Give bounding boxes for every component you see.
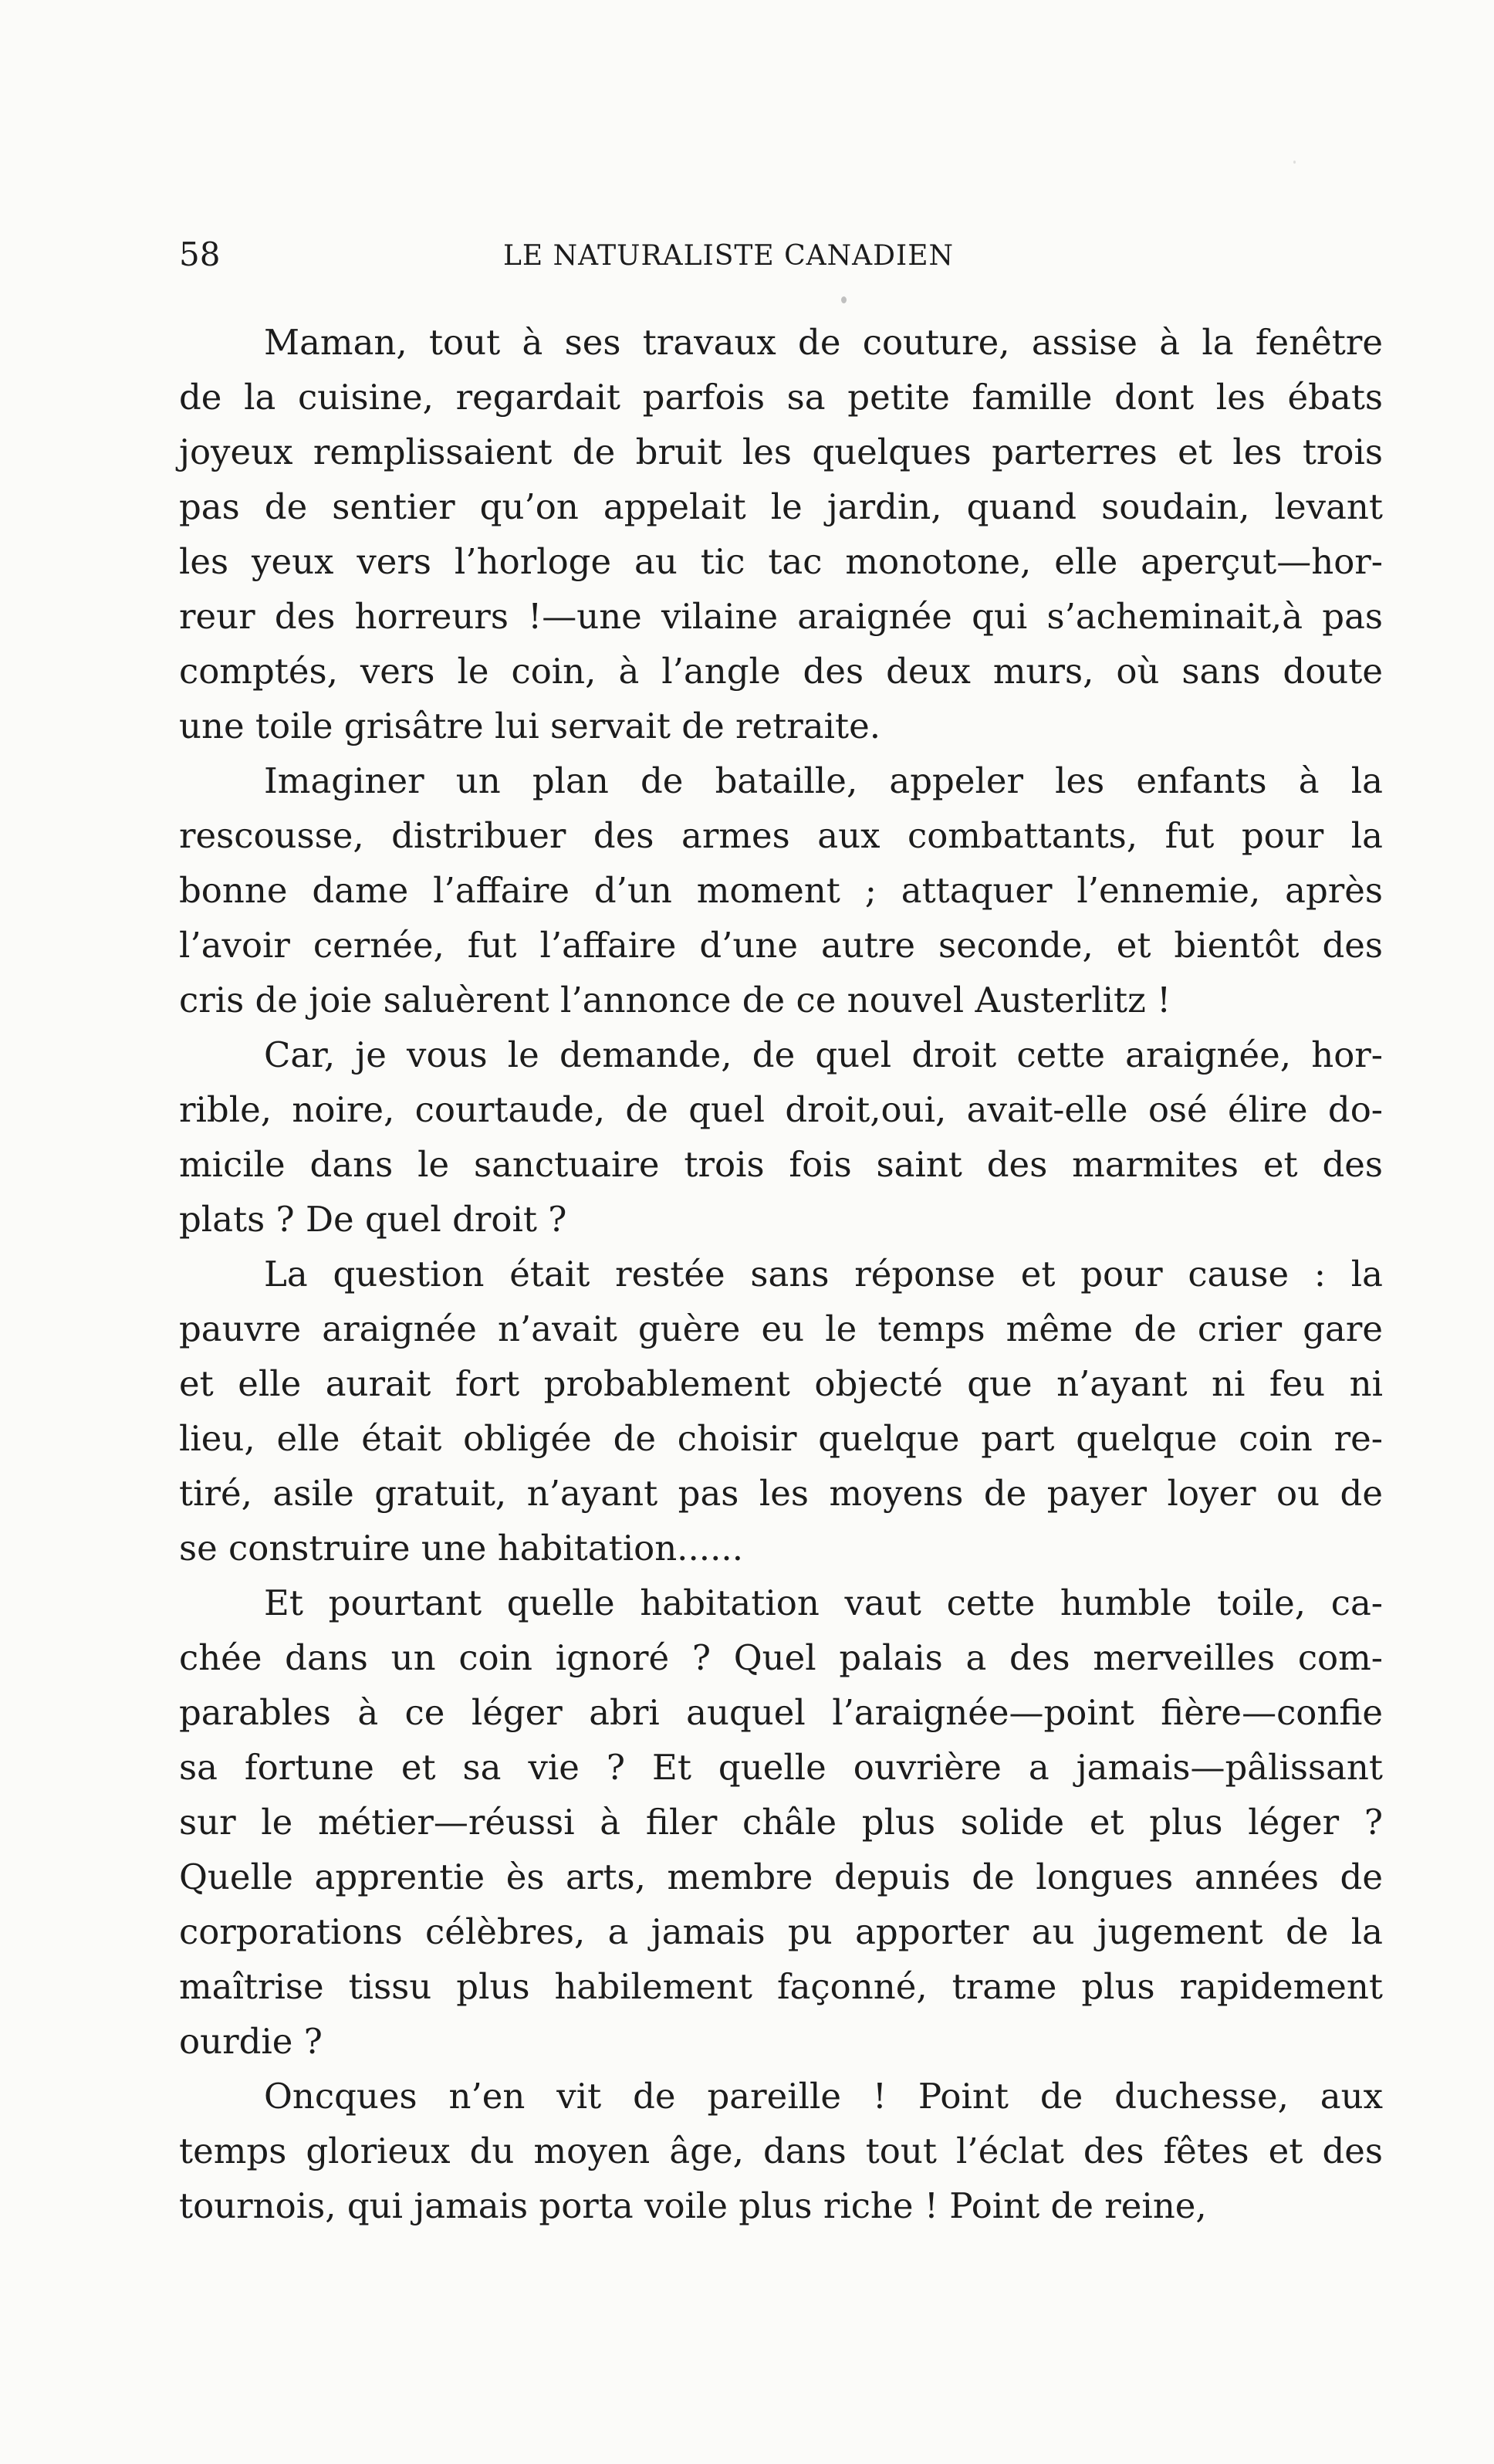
text-line: les yeux vers l’horloge au tic tac monotone, elle aperçut—hor-	[179, 541, 1383, 582]
text-line: pauvre araignée n’avait guère eu le temps même de crier gare	[179, 1308, 1383, 1349]
text-line: rescousse, distribuer des armes aux combattants, fut pour la	[179, 815, 1383, 856]
text-line: maîtrise tissu plus habilement façonné, trame plus rapidement	[179, 1966, 1383, 2007]
page-number: 58	[179, 235, 221, 273]
text-line: temps glorieux du moyen âge, dans tout l’éclat des fêtes et des	[179, 2131, 1383, 2171]
text-line: de la cuisine, regardait parfois sa petite famille dont les ébats	[179, 377, 1383, 418]
text-line: Et pourtant quelle habitation vaut cette humble toile, ca-	[264, 1582, 1383, 1623]
text-line: Oncques n’en vit de pareille ! Point de duchesse, aux	[264, 2076, 1383, 2117]
text-line: tournois, qui jamais porta voile plus riche ! Point de reine,	[179, 2185, 1207, 2226]
text-line: Maman, tout à ses travaux de couture, assise à la fenêtre	[264, 322, 1383, 363]
page-header	[179, 232, 1383, 278]
text-line: chée dans un coin ignoré ? Quel palais a des merveilles com-	[179, 1637, 1383, 1678]
text-line: et elle aurait fort probablement objecté que n’ayant ni feu ni	[179, 1363, 1383, 1404]
text-line: Imaginer un plan de bataille, appeler les enfants à la	[264, 760, 1383, 801]
paragraph	[179, 1027, 1383, 1247]
text-line: corporations célèbres, a jamais pu apporter au jugement de la	[179, 1911, 1383, 1952]
running-title: LE NATURALISTE CANADIEN	[503, 240, 955, 272]
paragraph	[179, 753, 1383, 1027]
text-line: reur des horreurs !—une vilaine araignée qui s’acheminait,à pas	[179, 596, 1383, 637]
text-line: ourdie ?	[179, 2021, 323, 2062]
text-line: tiré, asile gratuit, n’ayant pas les moyens de payer loyer ou de	[179, 1473, 1383, 1514]
text-line: cris de joie saluèrent l’annonce de ce nouvel Austerlitz !	[179, 980, 1171, 1020]
text-line: se construire une habitation......	[179, 1528, 744, 1569]
text-line: parables à ce léger abri auquel l’araignée—point fière—confie	[179, 1692, 1383, 1733]
text-line: comptés, vers le coin, à l’angle des deux murs, où sans doute	[179, 651, 1383, 692]
body-text	[179, 315, 1383, 2233]
ink-speck	[841, 296, 847, 303]
paragraph	[179, 1247, 1383, 1576]
text-line: Quelle apprentie ès arts, membre depuis de longues années de	[179, 1856, 1383, 1897]
text-line: La question était restée sans réponse et pour cause : la	[264, 1254, 1383, 1295]
text-line: une toile grisâtre lui servait de retraite.	[179, 706, 881, 746]
paragraph	[179, 315, 1383, 753]
text-line: lieu, elle était obligée de choisir quelque part quelque coin re-	[179, 1418, 1383, 1459]
text-line: joyeux remplissaient de bruit les quelques parterres et les trois	[179, 432, 1383, 472]
text-line: plats ? De quel droit ?	[179, 1199, 567, 1240]
paragraph	[179, 2069, 1383, 2233]
text-line: bonne dame l’affaire d’un moment ; attaquer l’ennemie, après	[179, 870, 1383, 911]
ink-speck	[1293, 161, 1296, 164]
paragraph	[179, 1576, 1383, 2069]
text-line: rible, noire, courtaude, de quel droit,oui, avait-elle osé élire do-	[179, 1089, 1383, 1130]
text-line: sur le métier—réussi à filer châle plus solide et plus léger ?	[179, 1802, 1383, 1843]
text-line: l’avoir cernée, fut l’affaire d’une autre seconde, et bientôt des	[179, 925, 1383, 966]
text-line: micile dans le sanctuaire trois fois saint des marmites et des	[179, 1144, 1383, 1185]
text-line: sa fortune et sa vie ? Et quelle ouvrière a jamais—pâlissant	[179, 1747, 1383, 1788]
text-line: pas de sentier qu’on appelait le jardin, quand soudain, levant	[179, 486, 1383, 527]
text-line: Car, je vous le demande, de quel droit cette araignée, hor-	[264, 1034, 1383, 1075]
